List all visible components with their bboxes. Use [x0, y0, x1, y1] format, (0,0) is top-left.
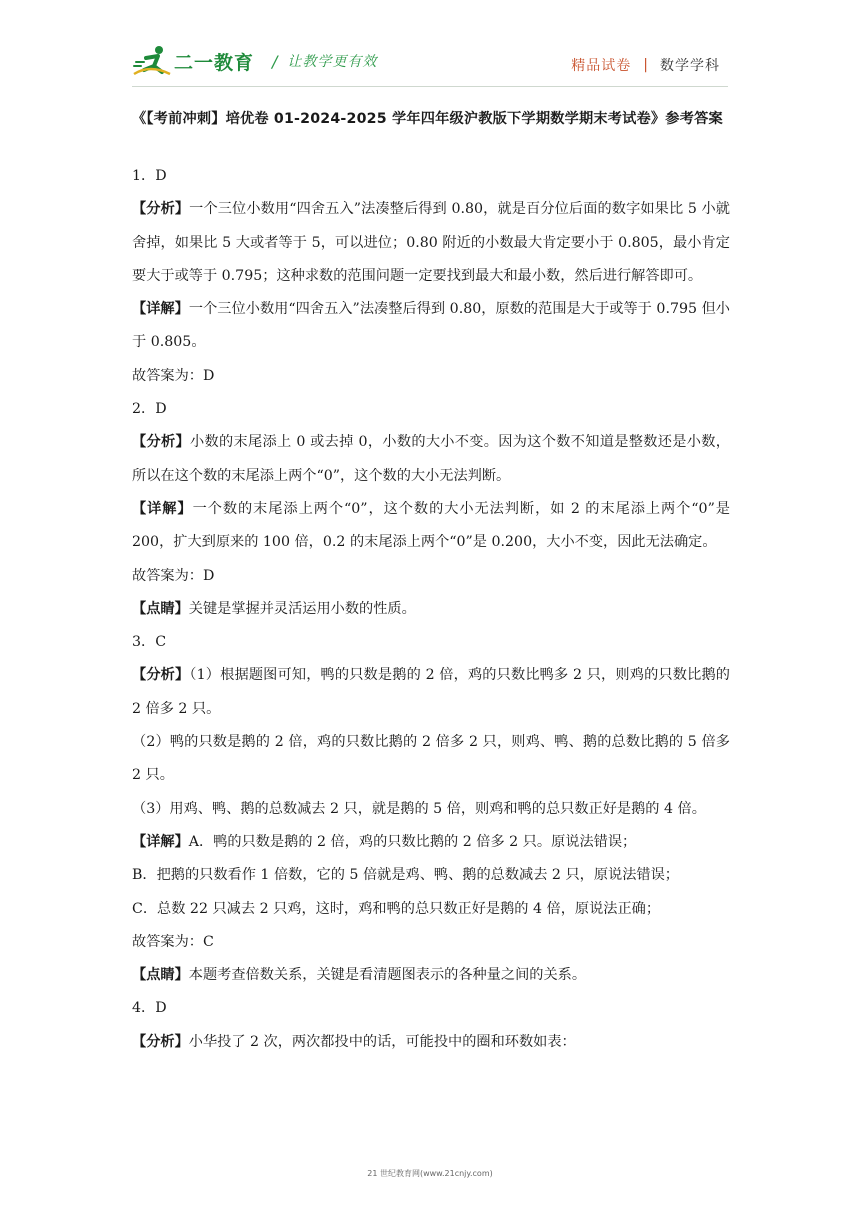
answer-content	[132, 160, 730, 1059]
section-tag: 【分析】	[132, 201, 190, 218]
document-title: 《【考前冲刺】培优卷 01-2024-2025 学年四年级沪教版下学期数学期末考试卷》参考答案	[132, 111, 723, 127]
answer-paragraph	[132, 893, 730, 926]
section-tag: 【详解】	[132, 833, 189, 850]
section-tag: 【点睛】	[132, 600, 189, 617]
logo	[132, 44, 377, 78]
answer-paragraph	[132, 726, 730, 793]
paragraph-text: 一个三位小数用“四舍五入”法凑整后得到 0.80，原数的范围是大于或等于 0.795 但小于 0.805。	[132, 301, 730, 351]
paragraph-text: B．把鹅的只数看作 1 倍数，它的 5 倍就是鸡、鸭、鹅的总数减去 2 只，原说法错误；	[132, 867, 679, 884]
section-tag: 【分析】	[132, 1033, 189, 1050]
paragraph-text: 关键是掌握并灵活运用小数的性质。	[188, 600, 416, 617]
header-right	[571, 55, 720, 75]
paragraph-text: 1．D	[132, 168, 167, 184]
answer-paragraph	[132, 160, 730, 193]
paragraph-text: C．总数 22 只减去 2 只鸡，这时，鸡和鸭的总只数正好是鹅的 4 倍，原说法正确；	[132, 900, 661, 917]
answer-paragraph	[132, 293, 730, 360]
subject-label: 数学学科	[660, 58, 720, 74]
answer-paragraph	[132, 393, 730, 426]
paragraph-text: 3．C	[132, 634, 167, 651]
page-header	[0, 0, 860, 90]
answer-paragraph	[132, 360, 730, 393]
section-tag: 【分析】	[132, 434, 190, 451]
page-footer: 21 世纪教育网(www.21cnjy.com)	[367, 1169, 493, 1178]
answer-paragraph	[132, 493, 730, 560]
paragraph-text: 故答案为：D	[132, 367, 215, 384]
paragraph-text: 4．D	[132, 1000, 167, 1017]
answer-paragraph	[132, 992, 730, 1025]
answer-paragraph	[132, 959, 730, 992]
slogan: 让教学更有效	[287, 54, 378, 70]
paragraph-text: A．鸭的只数是鹅的 2 倍，鸡的只数比鹅的 2 倍多 2 只。原说法错误；	[188, 833, 637, 850]
answer-paragraph	[132, 1026, 730, 1059]
paragraph-text: 小华投了 2 次，两次都投中的话，可能投中的圈和环数如表：	[188, 1033, 576, 1050]
paragraph-text: （3）用鸡、鸭、鹅的总数减去 2 只，就是鹅的 5 倍，则鸡和鸭的总只数正好是鹅的 4 倍。	[132, 800, 706, 817]
paragraph-text: 一个数的末尾添上两个“0”，这个数的大小无法判断，如 2 的末尾添上两个“0”是 200，扩大到原来的 100 倍，0.2 的末尾添上两个“0”是 0.200，大小不变，因此无法确定。	[132, 500, 730, 551]
answer-paragraph	[132, 626, 730, 659]
paragraph-text: 故答案为：C	[132, 933, 214, 950]
paragraph-text: 小数的末尾添上 0 或去掉 0，小数的大小不变。因为这个数不知道是整数还是小数，所以在这个数的末尾添上两个“0”，这个数的大小无法判断。	[132, 434, 730, 484]
answer-paragraph	[132, 793, 730, 826]
answer-paragraph	[132, 859, 730, 892]
section-tag: 【详解】	[132, 301, 189, 318]
paragraph-text: （2）鸭的只数是鹅的 2 倍，鸡的只数比鹅的 2 倍多 2 只，则鸡、鸭、鹅的总数比鹅的 5 倍多 2 只。	[132, 734, 730, 784]
paragraph-text: 故答案为：D	[132, 567, 215, 584]
answer-paragraph	[132, 593, 730, 626]
section-tag: 【详解】	[132, 500, 193, 517]
paragraph-text: 2．D	[132, 401, 167, 418]
answer-paragraph	[132, 560, 730, 593]
running-figure-icon	[132, 44, 172, 78]
answer-paragraph	[132, 659, 730, 726]
quality-label: 精品试卷	[571, 58, 632, 74]
brand-name: 二一教育	[174, 51, 255, 74]
answer-paragraph	[132, 426, 730, 493]
paragraph-text: （1）根据题图可知，鸭的只数是鹅的 2 倍，鸡的只数比鸭多 2 只，则鸡的只数比鹅的 2 倍多 2 只。	[132, 667, 730, 717]
section-tag: 【点睛】	[132, 967, 189, 984]
header-divider	[132, 86, 728, 87]
answer-paragraph	[132, 826, 730, 859]
answer-paragraph	[132, 926, 730, 959]
answer-paragraph	[132, 193, 730, 293]
header-slash: /	[272, 51, 278, 71]
paragraph-text: 本题考查倍数关系，关键是看清题图表示的各种量之间的关系。	[188, 967, 587, 984]
section-tag: 【分析】	[132, 667, 190, 684]
paragraph-text: 一个三位小数用“四舍五入”法凑整后得到 0.80，就是百分位后面的数字如果比 5 小就舍掉，如果比 5 大或者等于 5，可以进位；0.80 附近的小数最大肯定要小于 0.805，最小肯定要大于或等于 0.795；这种求数的范围问题一定要找到最大和最小数，然后进行解答即可。	[132, 201, 730, 284]
header-separator: |	[643, 57, 648, 73]
